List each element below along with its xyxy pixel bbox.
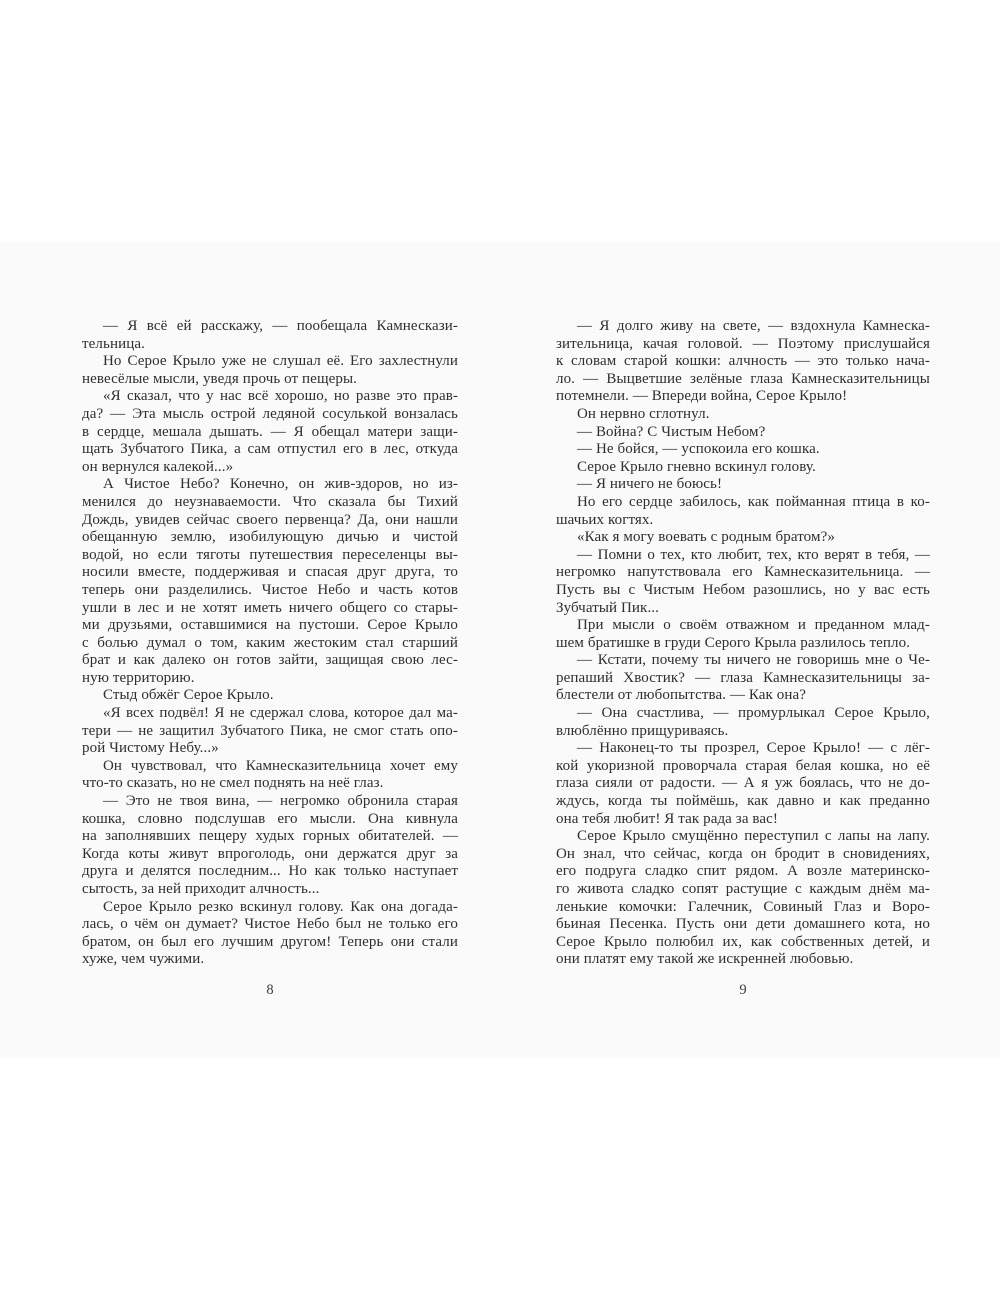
page-right-text-column [556, 318, 930, 969]
text-line: с болью думал о том, каким жестоким стал старший [82, 634, 458, 651]
text-line: Серое Крыло гневно вскинул голову. [577, 458, 816, 475]
text-line: репаший Хвостик? — глаза Камнесказительницы за- [556, 669, 930, 686]
text-line: — Я всё ей расскажу, — пообещала Камнескази- [103, 318, 458, 334]
text-line: теперь они разделились. Чистое Небо и часть котов [82, 581, 458, 598]
text-line: Дождь, увидев сейчас своего первенца? Да, они нашли [82, 511, 458, 528]
text-line: да? — Эта мысль острой ледяной сосулькой вонзалась [82, 405, 458, 422]
text-line: шачьих когтях. [556, 511, 654, 528]
text-line: ми друзьями, оставшимися на пустоши. Серое Крыло [82, 617, 458, 634]
text-line: сытость, за ней приходит алчность... [82, 881, 320, 897]
text-line: А Чистое Небо? Конечно, он жив-здоров, но из- [103, 476, 458, 493]
text-line: Серое Крыло полюбил их, как собственных детей, и [556, 933, 930, 950]
text-line: — Наконец-то ты прозрел, Серое Крыло! — с лёг- [577, 740, 930, 757]
text-line: блестели от любопытства. — Как она? [556, 687, 807, 704]
text-line: шем братишке в груди Серого Крыла разлилось тепло. [556, 634, 911, 651]
text-line: его подруга сладко спит рядом. А возле материнско- [556, 863, 930, 880]
text-line: хуже, чем чужими. [82, 951, 205, 968]
text-line: лась, о чём он думает? Чистое Небо был не только его [82, 916, 458, 933]
text-line: ло. — Выцветшие зелёные глаза Камнесказительницы [556, 370, 930, 387]
text-line: — Она счастлива, — промурлыкал Серое Крыло, [577, 705, 930, 722]
text-line: — Я долго живу на свете, — вздохнула Камнеска- [577, 318, 930, 334]
text-line: — Помни о тех, кто любит, тех, кто верят в тебя, — [577, 546, 930, 563]
text-line: братом, он был его лучшим другом! Теперь они стали [82, 933, 458, 950]
text-line: влюблённо прищуриваясь. [556, 722, 729, 739]
text-line: Когда коты живут впроголодь, они держатся друг за [82, 845, 458, 862]
text-line: Но его сердце забилось, как пойманная птица в ко- [577, 493, 930, 510]
text-line: менился до неузнаваемости. Что сказала бы Тихий [82, 493, 458, 510]
book-page-left [82, 318, 458, 999]
text-line: что-то сказать, но не смел поднять на неё глаз. [82, 775, 384, 792]
text-line: го живота сладко сопят растущие с каждым днём ма- [556, 881, 930, 897]
text-line: ждусь, когда ты поймёшь, как давно и как преданно [556, 793, 930, 810]
text-line: он вернулся калекой...» [82, 458, 234, 475]
text-line: глаза сияли от радости. — А я уж боялась, что не до- [556, 775, 930, 792]
text-line: носили вместе, поддерживая и спасая друг друга, то [82, 564, 458, 581]
text-line: к словам старой кошки: алчность — это только нача- [556, 353, 930, 370]
text-line: они платят ему такой же искренней любовью. [556, 951, 854, 968]
text-line: водой, но если тяготы путешествия переселенцы вы- [82, 546, 458, 563]
text-line: щать Зубчатого Пика, а сам отпустил его в лес, откуда [82, 441, 458, 458]
text-line: Он знал, что сейчас, когда он бродит в сновидениях, [556, 845, 930, 862]
text-line: бьиная Песенка. Пусть они дети домашнего кота, но [556, 916, 930, 933]
text-line: потемнели. — Впереди война, Серое Крыло! [556, 388, 848, 405]
text-line: ленькие комочки: Галечник, Совиный Глаз и Воро- [556, 898, 930, 915]
page-left-number: 8 [266, 981, 274, 998]
text-line: — Я ничего не боюсь! [577, 476, 723, 493]
text-line: невесёлые мысли, уведя прочь от пещеры. [82, 370, 357, 387]
text-line: — Это не твоя вина, — негромко обронила старая [103, 793, 458, 810]
text-line: Он чувствовал, что Камнесказительница хочет ему [103, 757, 458, 774]
text-line: негромко напутствовала его Камнесказительница. — [556, 564, 930, 581]
text-line: зительница, качая головой. — Поэтому прислушайся [556, 335, 930, 352]
text-line: обещанную землю, изобилующую дичью и чистой [82, 529, 458, 546]
text-line: кой укоризной проворчала старая белая кошка, но её [556, 757, 930, 774]
text-line: При мысли о своём отважном и преданном млад- [577, 617, 930, 634]
text-line: Пусть вы с Чистым Небом разошлись, но у вас есть [556, 581, 930, 598]
text-line: — Война? С Чистым Небом? [577, 423, 766, 440]
text-line: «Я сказал, что у нас всё хорошо, но разве это прав- [103, 388, 458, 405]
text-line: Серое Крыло резко вскинул голову. Как она догада- [103, 898, 458, 915]
book-page-right [556, 318, 930, 999]
text-line: — Не бойся, — успокоила его кошка. [577, 441, 820, 458]
text-line: «Как я могу воевать с родным братом?» [577, 529, 835, 546]
text-line: Зубчатый Пик... [556, 599, 659, 616]
text-line: рой Чистому Небу...» [82, 740, 219, 757]
page-left-text-column [82, 318, 458, 969]
text-line: «Я всех подвёл! Я не сдержал слова, которое дал ма- [103, 705, 458, 722]
text-line: друга и делятся последним... Но как только наступает [82, 863, 458, 880]
text-line: Но Серое Крыло уже не слушал её. Его захлестнули [103, 353, 458, 370]
text-line: ную территорию. [82, 669, 195, 686]
text-line: брат и как далеко он готов зайти, защищая свою лес- [82, 652, 458, 669]
text-line: Стыд обжёг Серое Крыло. [103, 687, 274, 704]
text-line: тери — не защитил Зубчатого Пика, не смог стать опо- [82, 722, 458, 739]
text-line: Серое Крыло смущённо переступил с лапы на лапу. [577, 828, 930, 845]
text-line: Он нервно сглотнул. [577, 405, 710, 422]
text-line: в сердце, мешала дышать. — Я обещал матери защи- [82, 423, 458, 440]
page-right-number: 9 [739, 981, 747, 998]
text-line: кошка, словно подслушав его мысли. Она кивнула [82, 810, 458, 827]
text-line: — Кстати, почему ты ничего не говоришь мне о Че- [577, 652, 930, 669]
text-line: она тебя любит! Я так рада за вас! [556, 810, 779, 827]
text-line: тельница. [82, 335, 145, 352]
text-line: ушли в лес и не хотят иметь ничего общего со стары- [82, 599, 458, 616]
text-line: на заполнявших пещеру худых горных обитателей. — [82, 828, 458, 845]
